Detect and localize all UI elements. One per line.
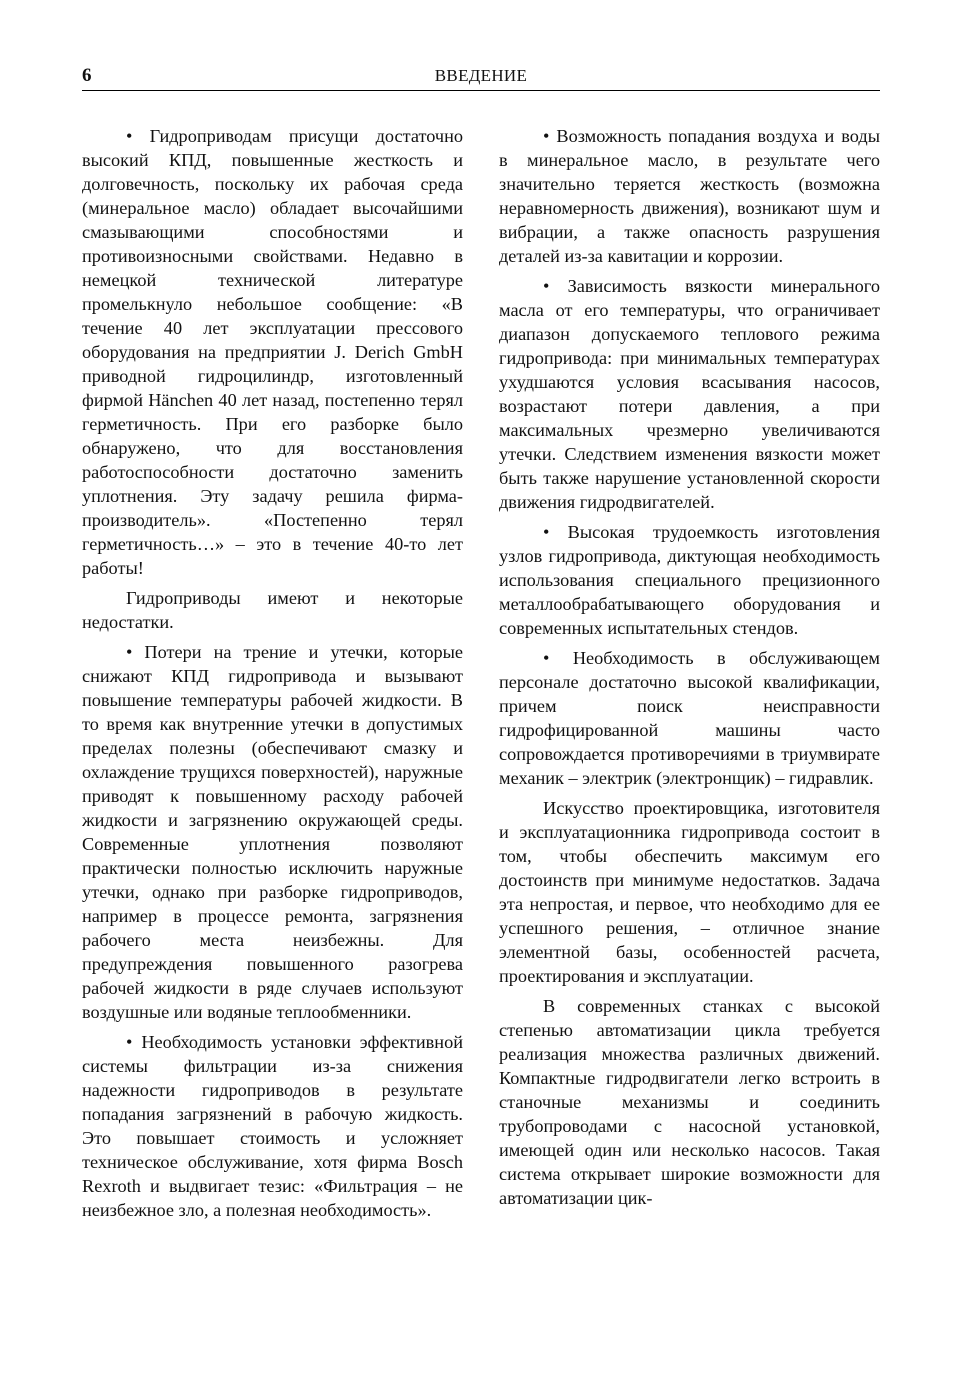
paragraph-designer-art: Искусство проектировщика, изготовителя и эксплуатационника гидропривода состоит в том, чтобы обеспечить максимум его достоинств при минимуме недостатков. Задача эта непростая, и первое, что необходимо для ее успешного решения, – отличное знание элементной базы, особенностей расчета, проектирования и эксплуатации. [499,798,880,986]
book-page [82,62,880,1220]
right-column [499,124,880,1216]
paragraph-disadvantages-intro: Гидроприводы имеют и некоторые недостатки. [82,588,463,632]
left-column [82,124,463,1228]
paragraph-labor-intensity: • Высокая трудоемкость изготовления узлов гидропривода, диктующая необходимость использования специального прецизионного металлообрабатывающего оборудования и современных испытательных стендов. [499,522,880,638]
paragraph-air-water: • Возможность попадания воздуха и воды в минеральное масло, в результате чего значительно теряется жесткость (возможна неравномерность движения), возникают шум и вибрации, а также опасность разрушения деталей из-за кавитации и коррозии. [499,126,880,266]
paragraph-qualification: • Необходимость в обслуживающем персонале достаточно высокой квалификации, причем поиск неисправности гидрофицированной машины часто сопровождается противоречиями в триумвирате механик – электрик (электронщик) – гидравлик. [499,648,880,788]
paragraph-advantage-efficiency: • Гидроприводам присущи достаточно высокий КПД, повышенные жесткость и долговечность, поскольку их рабочая среда (минеральное масло) обладает высочайшими смазывающими способностями и противоизносными свойствами. Недавно в немецкой технической литературе промелькнуло небольшое сообщение: «В течение 40 лет эксплуатации прессового оборудования на предприятии J. Derich GmbH приводной гидроцилиндр, изготовленный фирмой Hänchen 40 лет назад, постепенно терял герметичность. При его разборке было обнаружено, что для восстановления работоспособности достаточно заменить уплотнения. Эту задачу решила фирма-производитель». «Постепенно терял герметичность…» – это в течение 40-то лет работы! [82,126,463,578]
page-header [82,62,880,91]
running-title: ВВЕДЕНИЕ [434,66,528,85]
paragraph-filtration: • Необходимость установки эффективной системы фильтрации из-за снижения надежности гидроприводов в результате попадания загрязнений в рабочую жидкость. Это повышает стоимость и усложняет техническое обслуживание, хотя фирма Bosch Rexroth и выдвигает тезис: «Фильтрация – не неизбежное зло, а полезная необходимость». [82,1032,463,1220]
page-number: 6 [82,65,92,86]
paragraph-machine-tools: В современных станках с высокой степенью автоматизации цикла требуется реализация множества различных движений. Компактные гидродвигатели легко встроить в станочные механизмы и соединить трубопроводами с насосной установкой, имеющей один или несколько насосов. Такая система открывает широкие возможности для автоматизации цик- [499,996,880,1208]
paragraph-viscosity: • Зависимость вязкости минерального масла от его температуры, что ограничивает диапазон допускаемого теплового режима гидропривода: при минимальных температурах ухудшаются условия всасывания насосов, возрастают потери давления, а при максимальных чрезмерно увеличиваются утечки. Следствием изменения вязкости может быть также нарушение установленной скорости движения гидродвигателей. [499,276,880,512]
paragraph-friction-leaks: • Потери на трение и утечки, которые снижают КПД гидропривода и вызывают повышение температуры рабочей жидкости. В то время как внутренние утечки в допустимых пределах полезны (обеспечивают смазку и охлаждение трущихся поверхностей), наружные приводят к повышенному расходу рабочей жидкости и загрязнению окружающей среды. Современные уплотнения позволяют практически полностью исключить наружные утечки, однако при разборке гидроприводов, например в процессе ремонта, загрязнения рабочего места неизбежны. Для предупреждения повышенного разогрева рабочей жидкости в ряде случаев используют воздушные или водяные теплообменники. [82,642,463,1022]
